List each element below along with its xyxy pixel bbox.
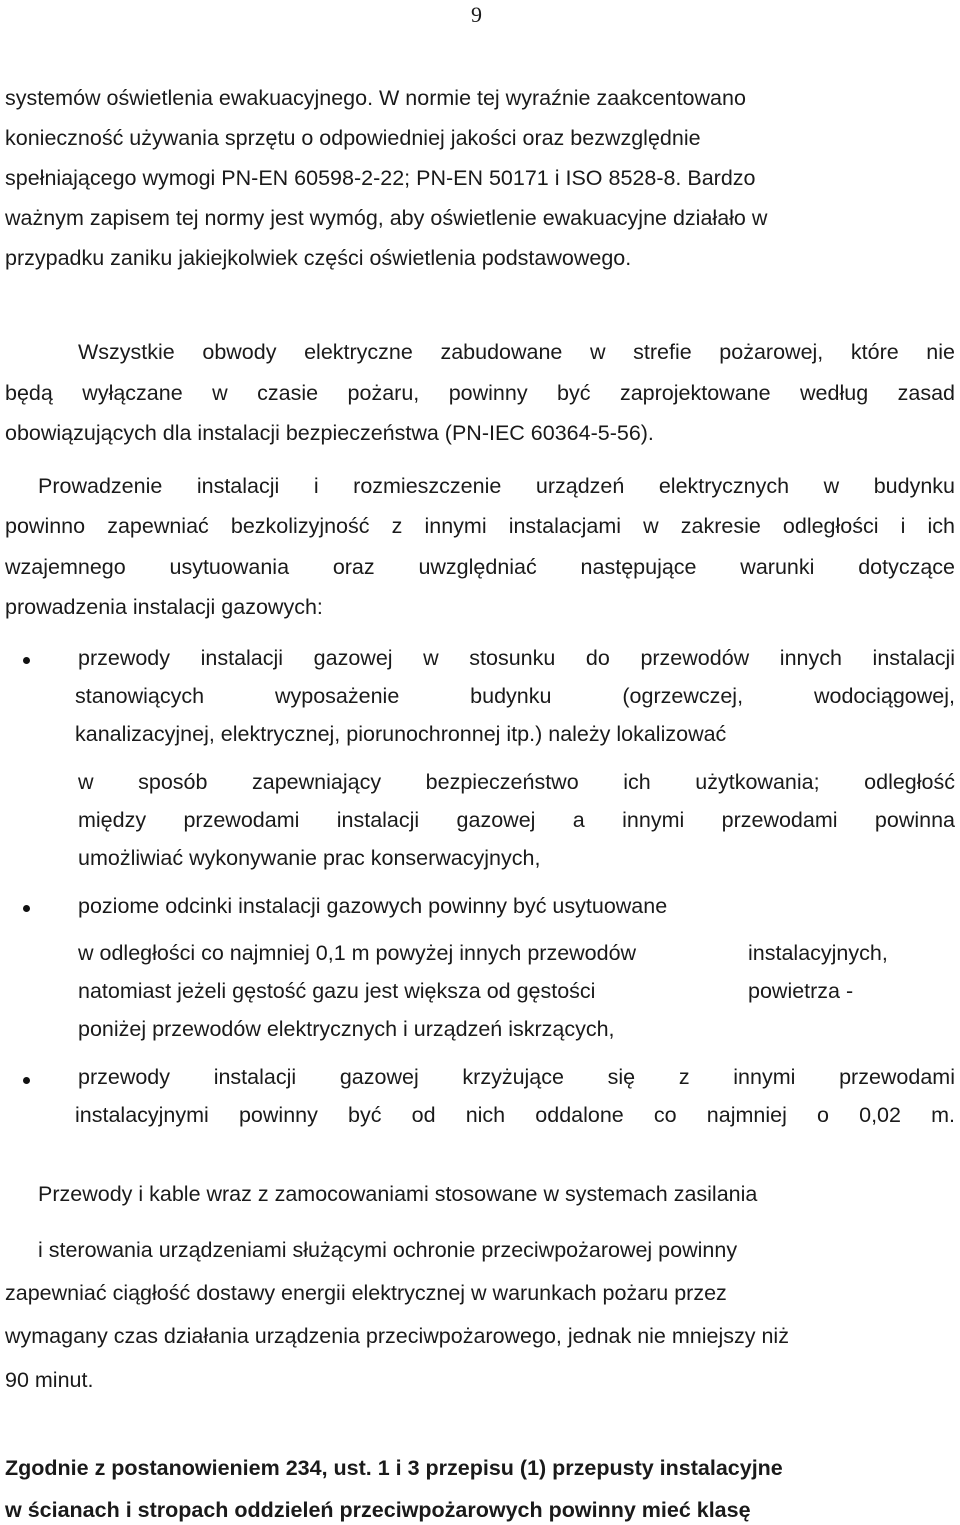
text-line: przewody instalacji gazowej w stosunku do przewodów innych instalacji [78,646,955,670]
page-number: 9 [471,2,482,27]
text-line: instalacyjnymi powinny być od nich oddalone co najmniej o 0,02 m. [75,1103,955,1127]
text-line: stanowiących wyposażenie budynku (ogrzewczej, wodociągowej, [75,684,955,708]
text-line: konieczność używania sprzętu o odpowiedniej jakości oraz bezwzględnie [5,126,701,150]
text-line: Prowadzenie instalacji i rozmieszczenie urządzeń elektrycznych w budynku [38,474,955,498]
text-line: między przewodami instalacji gazowej a innymi przewodami powinna [78,808,955,832]
text-line: zapewniać ciągłość dostawy energii elektrycznej w warunkach pożaru przez [5,1281,727,1305]
text-line: przewody instalacji gazowej krzyżujące się z innymi przewodami [78,1065,955,1089]
text-line: natomiast jeżeli gęstość gazu jest większa od gęstości [78,979,596,1003]
text-line: systemów oświetlenia ewakuacyjnego. W normie tej wyraźnie zaakcentowano [5,86,746,110]
text-line: 90 minut. [5,1368,94,1392]
text-line: spełniającego wymogi PN-EN 60598-2-22; PN-EN 50171 i ISO 8528-8. Bardzo [5,166,756,190]
text-line: przypadku zaniku jakiejkolwiek części oświetlenia podstawowego. [5,246,632,270]
text-line: będą wyłączane w czasie pożaru, powinny być zaprojektowane według zasad [5,381,955,405]
text-line: poziome odcinki instalacji gazowych powinny być usytuowane [78,894,668,918]
text-line: powietrza - [748,979,854,1003]
text-line: prowadzenia instalacji gazowych: [5,595,323,619]
bullet-icon [23,657,30,664]
text-line: Przewody i kable wraz z zamocowaniami stosowane w systemach zasilania [38,1182,758,1206]
text-line: umożliwiać wykonywanie prac konserwacyjnych, [78,846,541,870]
text-line: ważnym zapisem tej normy jest wymóg, aby oświetlenie ewakuacyjne działało w [5,206,768,230]
text-line: w ścianach i stropach oddzieleń przeciwpożarowych powinny mieć klasę [5,1498,751,1522]
text-line: w sposób zapewniający bezpieczeństwo ich użytkowania; odległość [78,770,955,794]
text-line: powinno zapewniać bezkolizyjność z innymi instalacjami w zakresie odległości i ich [5,514,955,538]
text-line: Zgodnie z postanowieniem 234, ust. 1 i 3 przepisu (1) przepusty instalacyjne [5,1456,783,1480]
text-line: i sterowania urządzeniami służącymi ochronie przeciwpożarowej powinny [38,1238,738,1262]
text-line: wzajemnego usytuowania oraz uwzględniać następujące warunki dotyczące [5,555,955,579]
text-line: kanalizacyjnej, elektrycznej, piorunochronnej itp.) należy lokalizować [75,722,727,746]
bullet-icon [23,905,30,912]
text-line: obowiązujących dla instalacji bezpieczeństwa (PN-IEC 60364-5-56). [5,421,654,445]
text-line: w odległości co najmniej 0,1 m powyżej innych przewodów [78,941,637,965]
text-line: poniżej przewodów elektrycznych i urządzeń iskrzących, [78,1017,615,1041]
text-line: Wszystkie obwody elektryczne zabudowane w strefie pożarowej, które nie [78,340,955,364]
text-line: instalacyjnych, [748,941,888,965]
bullet-icon [23,1077,30,1084]
text-line: wymagany czas działania urządzenia przeciwpożarowego, jednak nie mniejszy niż [5,1324,789,1348]
